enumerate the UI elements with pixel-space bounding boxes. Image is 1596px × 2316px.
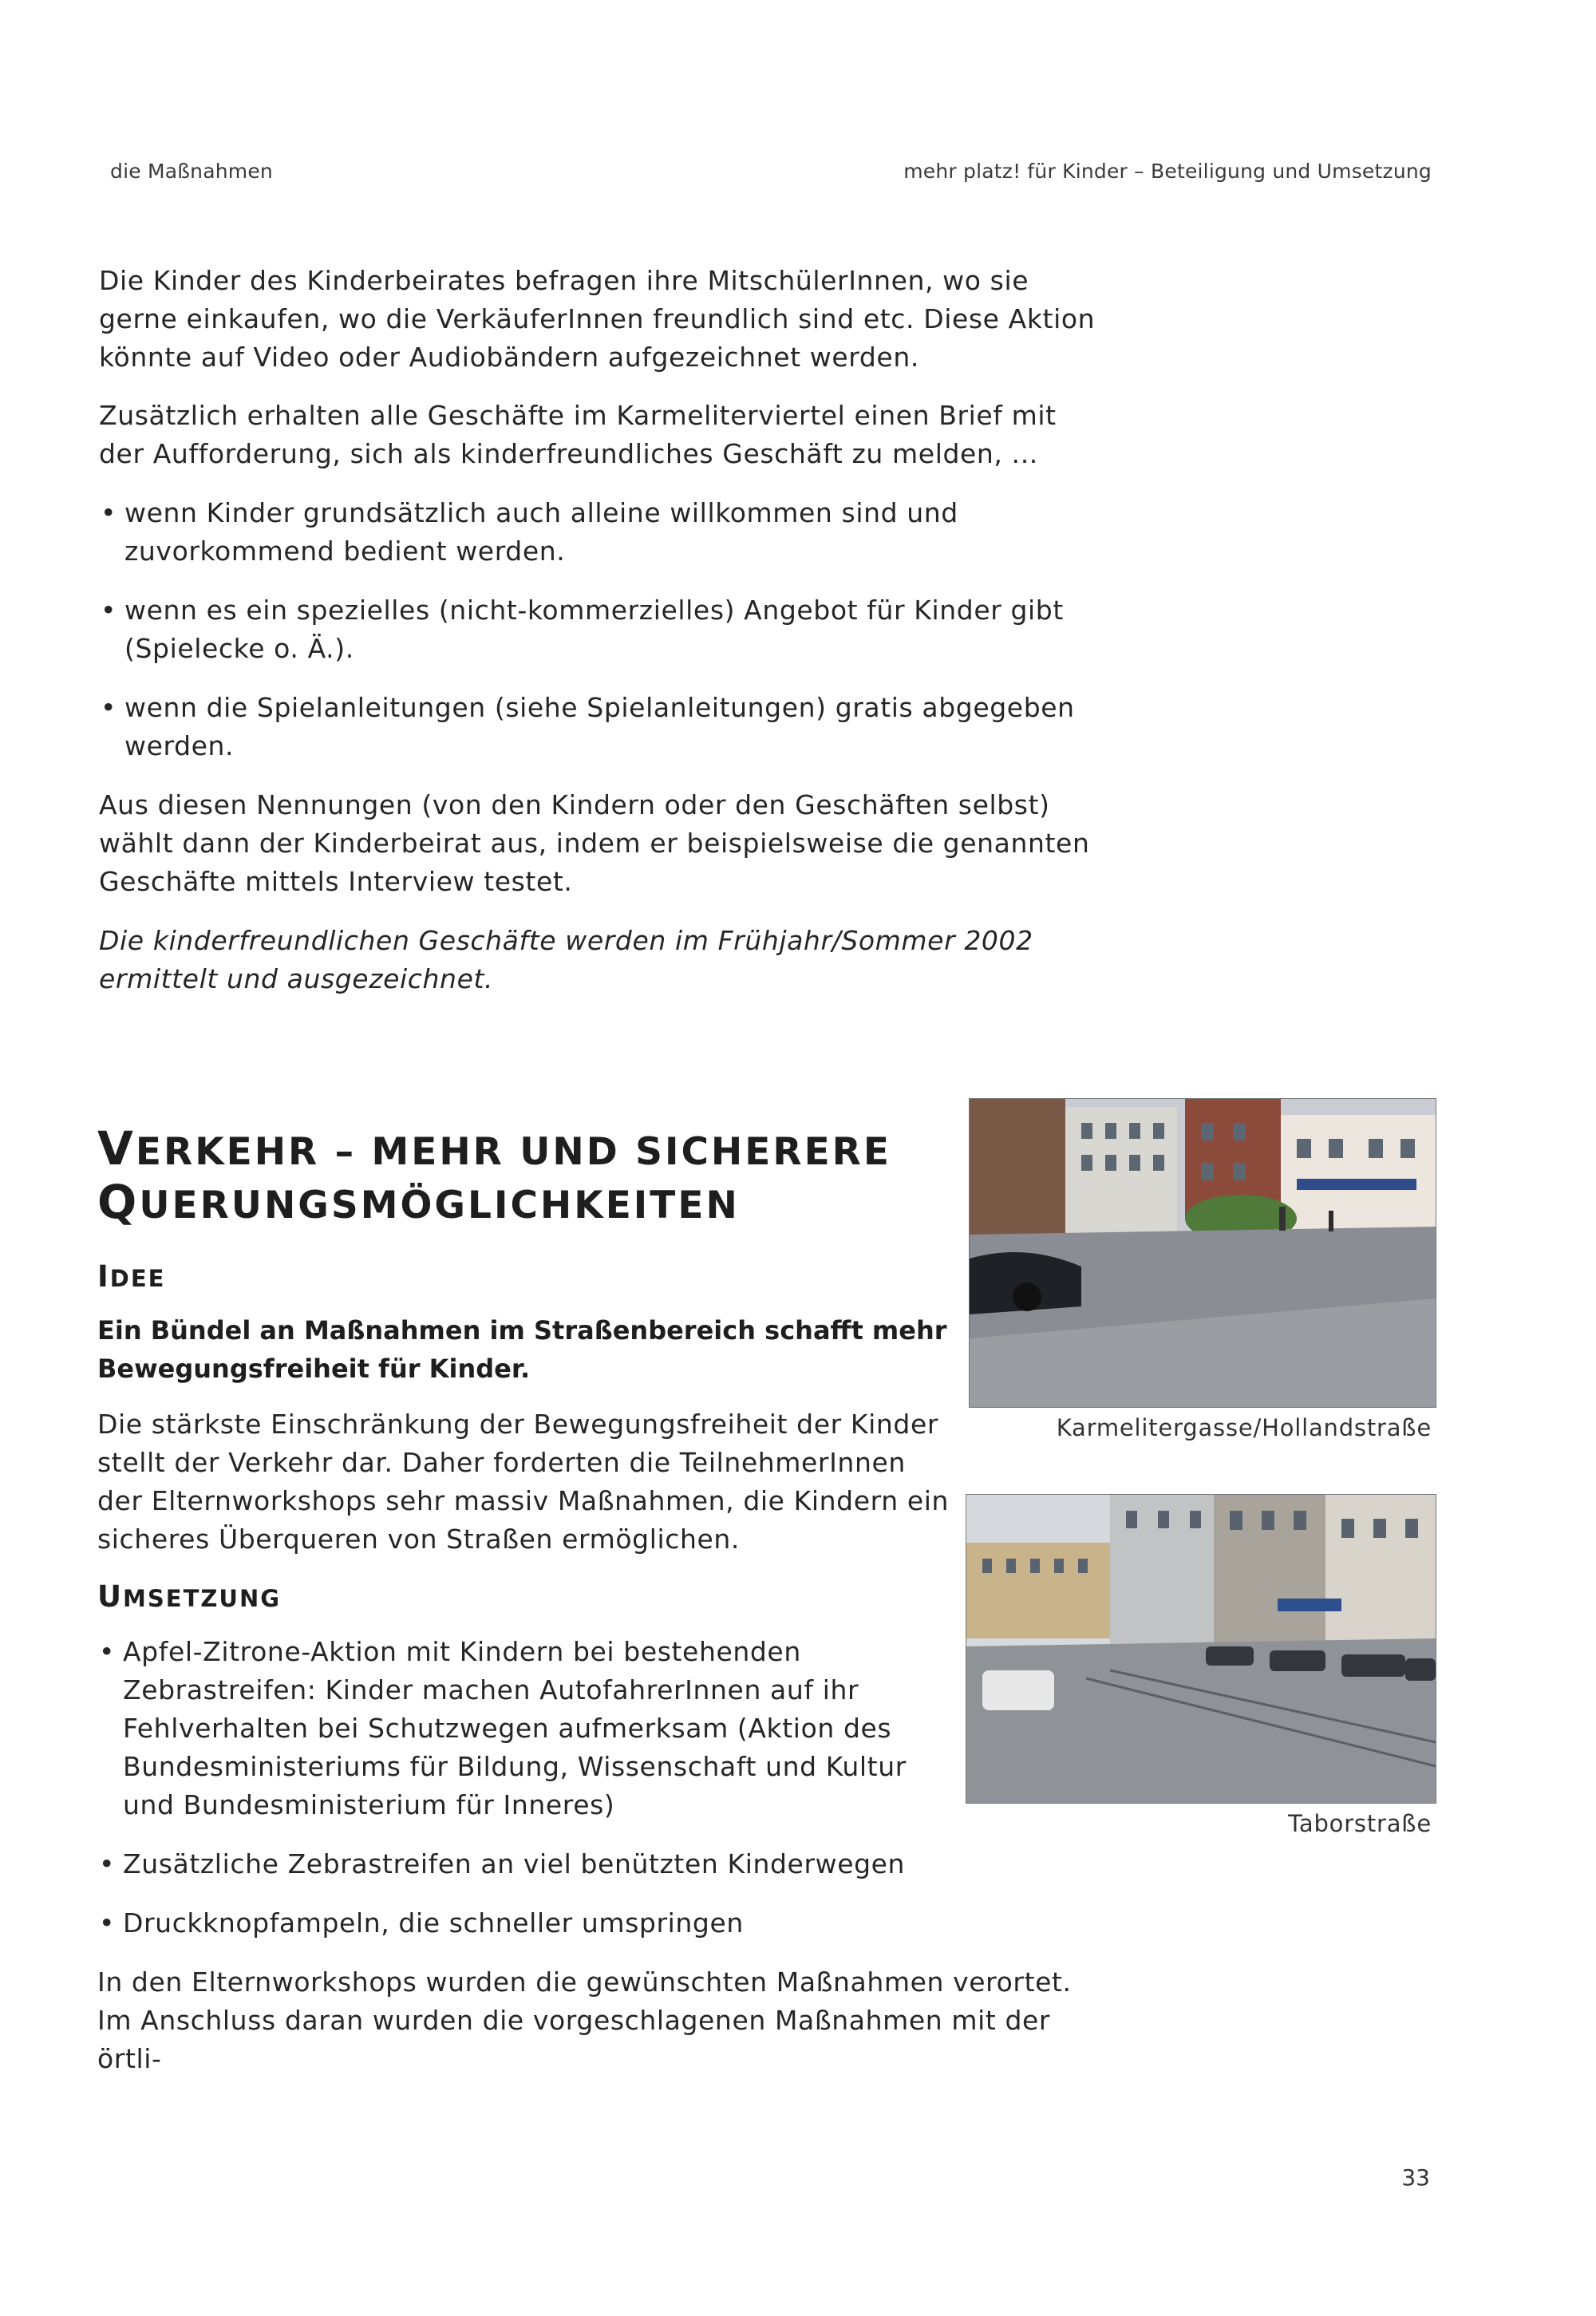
section-title-line-2: QUERUNGSMÖGLICHKEITEN (97, 1175, 740, 1229)
intro-text-block (99, 262, 1096, 998)
paragraph: Zusätzlich erhalten alle Geschäfte im Karmeliterviertel einen Brief mit der Aufforderung, sich als kinderfreundliches Geschäft zu melden, ... (99, 400, 1057, 469)
running-header-left: die Maßnahmen (110, 160, 273, 183)
bullet-item: • Apfel-Zitrone-Aktion mit Kindern bei bestehenden Zebrastreifen: Kinder machen AutofahrerInnen auf ihr Fehlverhalten bei Schutzwegen aufmerksam (Aktion des Bundesministeriums für Bildung, Wissenschaft und Kultur und Bundesministerium für Inneres) (97, 1633, 959, 1824)
paragraph: Die Kinder des Kinderbeirates befragen ihre MitschülerInnen, wo sie gerne einkaufen, wo die VerkäuferInnen freundlich sind etc. Diese Aktion könnte auf Video oder Audiobändern aufgezeichnet werden. (99, 265, 1096, 373)
section-title (97, 1121, 935, 1231)
paragraph: Die stärkste Einschränkung der Bewegungsfreiheit der Kinder stellt der Verkehr dar. Daher forderten die TeilnehmerInnen der Elternworkshops sehr massiv Maßnahmen, die Kindern ein sicheres Überqueren von Straßen ermöglichen. (97, 1409, 950, 1555)
section-body (97, 1259, 1072, 2078)
paragraph: In den Elternworkshops wurden die gewünschten Maßnahmen verortet. Im Anschluss daran wurden die vorgeschlagenen Maßnahmen mit der örtli- (97, 1966, 1072, 2074)
lead-paragraph: Ein Bündel an Maßnahmen im Straßenbereich schafft mehr Bewegungsfreiheit für Kinder. (97, 1315, 947, 1384)
section-title-line-1: VERKEHR – MEHR UND SICHERERE (97, 1121, 891, 1176)
running-header-right: mehr platz! für Kinder – Beteiligung und Umsetzung (903, 160, 1432, 183)
bullet-item: • wenn die Spielanleitungen (siehe Spielanleitungen) gratis abgegeben werden. (99, 689, 1096, 765)
photo-caption: Karmelitergasse/Hollandstraße (1056, 1414, 1432, 1441)
bullet-item: • Zusätzliche Zebrastreifen an viel benützten Kinderwegen (97, 1845, 959, 1883)
photo-street-crossing (969, 1098, 1436, 1408)
street-photo-illustration (970, 1099, 1436, 1407)
subheading-idee: IDEE (97, 1259, 166, 1294)
page-number: 33 (1401, 2164, 1430, 2191)
italic-note: Die kinderfreundlichen Geschäfte werden im Frühjahr/Sommer 2002 ermittelt und ausgezeichnet. (99, 925, 1033, 994)
bullet-item: • wenn es ein spezielles (nicht-kommerzielles) Angebot für Kinder gibt (Spielecke o. Ä.). (99, 591, 1096, 668)
paragraph: Aus diesen Nennungen (von den Kindern oder den Geschäften selbst) wählt dann der Kinderbeirat aus, indem er beispielsweise die genannten Geschäfte mittels Interview testet. (99, 789, 1090, 897)
street-photo-illustration-2 (966, 1495, 1436, 1803)
photo-caption: Taborstraße (1288, 1810, 1432, 1837)
bullet-item: • wenn Kinder grundsätzlich auch alleine willkommen sind und zuvorkommend bedient werden. (99, 494, 1096, 571)
subheading-umsetzung: UMSETZUNG (97, 1579, 282, 1614)
photo-street-scene (966, 1494, 1436, 1804)
bullet-item: • Druckknopfampeln, die schneller umspringen (97, 1904, 959, 1943)
